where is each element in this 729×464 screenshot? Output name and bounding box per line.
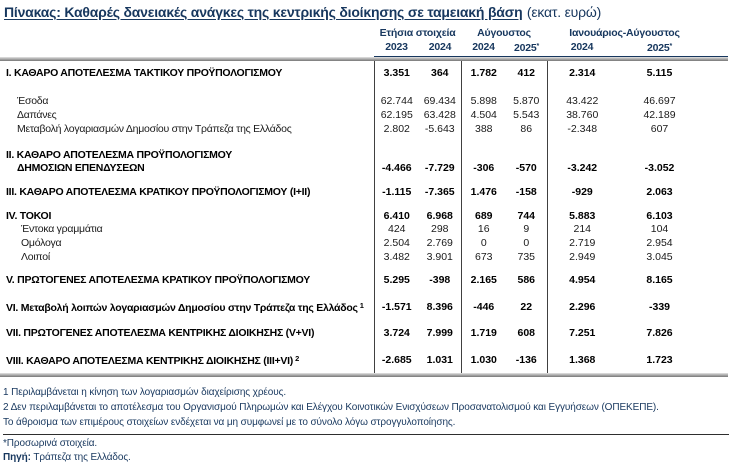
source-label: Πηγή: [3, 452, 31, 463]
value-cell: 1.030 [461, 347, 506, 373]
row-treasury-bills [0, 223, 728, 237]
value-cell: 735 [506, 251, 547, 270]
value-cell: -929 [547, 181, 617, 206]
year-col-2024-august: 2024 [461, 40, 506, 57]
value-cell: 424 [374, 223, 419, 237]
value-cell: 5.295 [374, 269, 419, 294]
value-cell: -7.365 [419, 181, 461, 206]
value-cell: 62.195 [374, 108, 419, 122]
row-label: VII. ΠΡΩΤΟΓΕΝΕΣ ΑΠΟΤΕΛΕΣΜΑ ΚΕΝΤΡΙΚΗΣ ΔΙΟΙΚΗΣΗΣ (V+VI) [0, 322, 374, 347]
value-cell: 1.476 [461, 181, 506, 206]
value-cell: -1.115 [374, 181, 419, 206]
row-label: V. ΠΡΩΤΟΓΕΝΕΣ ΑΠΟΤΕΛΕΣΜΑ ΚΡΑΤΙΚΟΥ ΠΡΟΫΠΟΛΟΓΙΣΜΟΥ [0, 269, 374, 294]
value-cell: 586 [506, 269, 547, 294]
page-title [0, 0, 728, 25]
value-cell: 6.103 [617, 206, 702, 223]
value-cell: 63.428 [419, 108, 461, 122]
header-group-annual: Ετήσια στοιχεία [374, 25, 461, 40]
value-cell: 3.482 [374, 251, 419, 270]
header-spacer [702, 40, 728, 57]
value-cell: -136 [506, 347, 547, 373]
value-cell: 2.296 [547, 294, 617, 322]
value-cell: 2.063 [617, 181, 702, 206]
value-cell: -2.685 [374, 347, 419, 373]
value-cell: 1.723 [617, 347, 702, 373]
value-cell: 104 [617, 223, 702, 237]
footnote-ref-1: 1 [360, 301, 364, 310]
value-cell: -2.348 [547, 122, 617, 143]
page-title-text: Πίνακας: Καθαρές δανειακές ανάγκες της κεντρικής διοίκησης σε ταμειακή βάση [4, 4, 522, 20]
value-cell: -158 [506, 181, 547, 206]
value-cell: 607 [617, 122, 702, 143]
footnote-1: 1 Περιλαμβάνεται η κίνηση των λογαριασμών διαχείρισης χρέους. [3, 385, 726, 400]
value-cell: 744 [506, 206, 547, 223]
row-label: VI. Μεταβολή λοιπών λογαριασμών Δημοσίου στην Τράπεζα της Ελλάδος $^1$ [0, 294, 374, 322]
value-cell: 3.045 [617, 251, 702, 270]
row-label: Έντοκα γραμμάτια [0, 223, 374, 237]
row-label: Έσοδα [0, 94, 374, 108]
value-cell: 2.949 [547, 251, 617, 270]
value-cell: 38.760 [547, 108, 617, 122]
value-cell: 7.251 [547, 322, 617, 347]
value-cell: 86 [506, 122, 547, 143]
value-cell: -3.242 [547, 143, 617, 181]
value-cell: 673 [461, 251, 506, 270]
value-cell: 5.898 [461, 94, 506, 108]
value-cell: 3.351 [374, 61, 419, 94]
value-cell: 62.744 [374, 94, 419, 108]
value-cell: 6.410 [374, 206, 419, 223]
value-cell: 5.883 [547, 206, 617, 223]
row-label: II. ΚΑΘΑΡΟ ΑΠΟΤΕΛΕΣΜΑ ΠΡΟΫΠΟΛΟΓΙΣΜΟΥ ΔΗΜΟΣΙΩΝ ΕΠΕΝΔΥΣΕΩΝ [0, 143, 374, 181]
row-other-interest [0, 251, 728, 270]
value-cell: -446 [461, 294, 506, 322]
header-spacer [702, 25, 728, 40]
row-state-budget-primary-result [0, 269, 728, 294]
value-cell: 364 [419, 61, 461, 94]
value-cell: 69.434 [419, 94, 461, 108]
value-cell: 7.826 [617, 322, 702, 347]
value-cell: -3.052 [617, 143, 702, 181]
header-group-august: Αύγουστος [461, 25, 547, 40]
row-other-accounts-change [0, 294, 728, 322]
value-cell: 4.954 [547, 269, 617, 294]
provisional-note: *Προσωρινά στοιχεία. [3, 437, 726, 451]
main-table [0, 61, 729, 373]
provisional-star: * [537, 43, 540, 50]
page-title-unit: (εκατ. ευρώ) [527, 4, 601, 20]
table-header [0, 25, 728, 57]
header-spacer [0, 40, 374, 57]
value-cell: 22 [506, 294, 547, 322]
footnote-ref-2: 2 [295, 354, 299, 363]
value-cell: -7.729 [419, 143, 461, 181]
footnote-rounding: Το άθροισμα των επιμέρους στοιχείων ενδέχεται να μη συμφωνεί με το σύνολο λόγω στρογγυλοποίησης. [3, 415, 726, 430]
row-public-investment-budget-result [0, 143, 728, 181]
value-cell: 8.396 [419, 294, 461, 322]
footnote-separator [3, 434, 729, 435]
value-cell: 2.769 [419, 237, 461, 251]
value-cell: 0 [461, 237, 506, 251]
value-cell: 1.368 [547, 347, 617, 373]
value-cell: 3.901 [419, 251, 461, 270]
row-revenue [0, 94, 728, 108]
year-col-2025-janaug: 2025* [617, 40, 702, 57]
row-label: Δαπάνες [0, 108, 374, 122]
value-cell: -306 [461, 143, 506, 181]
value-cell: -570 [506, 143, 547, 181]
value-cell: 5.115 [617, 61, 702, 94]
row-label: VIII. ΚΑΘΑΡΟ ΑΠΟΤΕΛΕΣΜΑ ΚΕΝΤΡΙΚΗΣ ΔΙΟΙΚΗΣΗΣ (III+VI) $^2$ [0, 347, 374, 373]
row-bonds [0, 237, 728, 251]
value-cell: 689 [461, 206, 506, 223]
value-cell: -339 [617, 294, 702, 322]
value-cell: 0 [506, 237, 547, 251]
year-col-2024-annual: 2024 [419, 40, 461, 57]
row-central-govt-net-result [0, 347, 728, 373]
value-cell: 8.165 [617, 269, 702, 294]
header-group-january-august: Ιανουάριος-Αύγουστος [547, 25, 702, 40]
row-label: Λοιποί [0, 251, 374, 270]
value-cell: 2.314 [547, 61, 617, 94]
value-cell: 2.504 [374, 237, 419, 251]
value-cell: 1.719 [461, 322, 506, 347]
source-note [3, 451, 726, 464]
year-col-2024-janaug: 2024 [547, 40, 617, 57]
value-cell: 5.870 [506, 94, 547, 108]
value-cell: 16 [461, 223, 506, 237]
value-cell: 388 [461, 122, 506, 143]
row-interest [0, 206, 728, 223]
row-ordinary-budget-result [0, 61, 728, 94]
row-expenditure [0, 108, 728, 122]
value-cell: 2.165 [461, 269, 506, 294]
value-cell: 608 [506, 322, 547, 347]
value-cell: 9 [506, 223, 547, 237]
row-label: Ομόλογα [0, 237, 374, 251]
year-col-2025-august: 2025* [506, 40, 547, 57]
value-cell: -5.643 [419, 122, 461, 143]
value-cell: 2.719 [547, 237, 617, 251]
value-cell: 2.954 [617, 237, 702, 251]
row-label: I. ΚΑΘΑΡΟ ΑΠΟΤΕΛΕΣΜΑ ΤΑΚΤΙΚΟΥ ΠΡΟΫΠΟΛΟΓΙΣΜΟΥ [0, 61, 374, 94]
value-cell: 1.031 [419, 347, 461, 373]
footnotes [0, 377, 728, 464]
provisional-star: * [670, 43, 673, 50]
value-cell: 5.543 [506, 108, 547, 122]
value-cell: 2.802 [374, 122, 419, 143]
row-label: Μεταβολή λογαριασμών Δημοσίου στην Τράπεζα της Ελλάδος [0, 122, 374, 143]
row-govt-accounts-change [0, 122, 728, 143]
value-cell: -1.571 [374, 294, 419, 322]
row-label: III. ΚΑΘΑΡΟ ΑΠΟΤΕΛΕΣΜΑ ΚΡΑΤΙΚΟΥ ΠΡΟΫΠΟΛΟΓΙΣΜΟΥ (I+II) [0, 181, 374, 206]
value-cell: 214 [547, 223, 617, 237]
value-cell: 1.782 [461, 61, 506, 94]
value-cell: 412 [506, 61, 547, 94]
value-cell: -398 [419, 269, 461, 294]
footnote-2: 2 Δεν περιλαμβάνεται το αποτέλεσμα του Οργανισμού Πληρωμών και Ελέγχου Κοινοτικών Ενισχύσεων Προσανατολισμού και Εγγυήσεων (ΟΠΕΚΕΠΕ). [3, 400, 726, 415]
value-cell: 7.999 [419, 322, 461, 347]
value-cell: 6.968 [419, 206, 461, 223]
value-cell: 4.504 [461, 108, 506, 122]
value-cell: 43.422 [547, 94, 617, 108]
value-cell: -4.466 [374, 143, 419, 181]
year-col-2023: 2023 [374, 40, 419, 57]
row-label: IV. ΤΟΚΟΙ [0, 206, 374, 223]
value-cell: 46.697 [617, 94, 702, 108]
row-state-budget-result [0, 181, 728, 206]
header-spacer [0, 25, 374, 40]
value-cell: 298 [419, 223, 461, 237]
row-central-govt-primary-result [0, 322, 728, 347]
value-cell: 3.724 [374, 322, 419, 347]
source-text: Τράπεζα της Ελλάδος. [31, 452, 131, 463]
value-cell: 42.189 [617, 108, 702, 122]
